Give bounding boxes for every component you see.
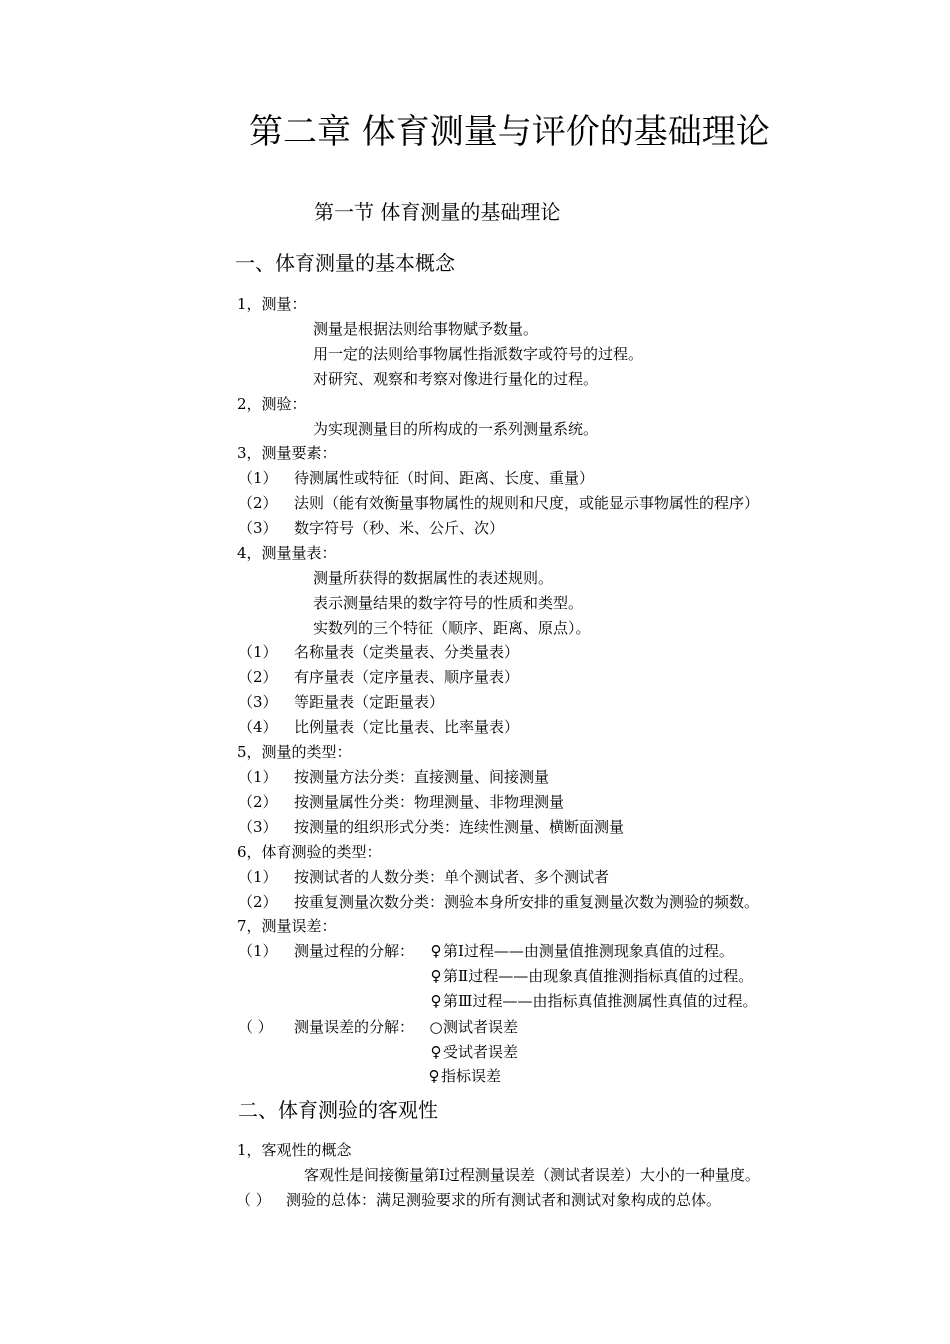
item3-title: 3，测量要素：: [237, 444, 337, 462]
item4-sub: （2） 有序量表（定序量表、顺序量表）: [238, 668, 520, 686]
item3-sub: （2） 法则（能有效衡量事物属性的规则和尺度，或能显示事物属性的程序）: [238, 494, 760, 512]
item7-sub-b: （ ） 测量误差的分解：: [238, 1018, 415, 1036]
part2-heading: 二、体育测验的客观性: [238, 1098, 438, 1122]
section-title: 第一节 体育测量的基础理论: [314, 200, 561, 224]
item7-sub-a: （1） 测量过程的分解：: [238, 942, 415, 960]
item6-sub: （1） 按测试者的人数分类：单个测试者、多个测试者: [238, 868, 610, 886]
item1-line: 测量是根据法则给事物赋予数量。: [313, 320, 539, 338]
p2-item1-title: 1，客观性的概念: [237, 1141, 352, 1159]
item3-sub: （1） 待测属性或特征（时间、距离、长度、重量）: [238, 469, 595, 487]
item5-sub: （2） 按测量属性分类：物理测量、非物理测量: [238, 793, 565, 811]
error-line: ○测试者误差: [429, 1018, 519, 1036]
process-line: ♀ 第Ⅰ过程——由测量值推测现象真值的过程。: [430, 942, 734, 960]
item4-title: 4，测量量表：: [237, 544, 337, 562]
item1-title: 1，测量：: [237, 295, 307, 313]
chapter-title: 第二章 体育测量与评价的基础理论: [249, 112, 770, 152]
item4-sub: （3） 等距量表（定距量表）: [238, 693, 445, 711]
error-line: ♀ 指标误差: [428, 1067, 502, 1085]
p2-item1-line: 客观性是间接衡量第Ⅰ过程测量误差（测试者误差）大小的一种量度。: [304, 1166, 760, 1184]
item6-sub: （2） 按重复测量次数分类：测验本身所安排的重复测量次数为测验的频数。: [238, 893, 760, 911]
item1-line: 用一定的法则给事物属性指派数字或符号的过程。: [313, 345, 644, 363]
process-line: ♀ 第Ⅱ过程——由现象真值推测指标真值的过程。: [430, 967, 754, 985]
item7-title: 7，测量误差：: [237, 917, 337, 935]
female-symbol-icon: ♀: [430, 992, 442, 1010]
item5-title: 5，测量的类型：: [237, 743, 352, 761]
item2-title: 2，测验：: [237, 395, 307, 413]
part1-heading: 一、体育测量的基本概念: [235, 251, 455, 275]
item2-line: 为实现测量目的所构成的一系列测量系统。: [313, 420, 599, 438]
item1-line: 对研究、观察和考察对像进行量化的过程。: [313, 370, 599, 388]
process-line: ♀ 第Ⅲ过程——由指标真值推测属性真值的过程。: [430, 992, 758, 1010]
item5-sub: （1） 按测量方法分类：直接测量、间接测量: [238, 768, 550, 786]
female-symbol-icon: ♀: [430, 967, 442, 985]
circle-symbol-icon: ○: [429, 1018, 443, 1036]
error-line: ♀ 受试者误差: [430, 1043, 519, 1061]
female-symbol-icon: ♀: [430, 1043, 442, 1061]
item4-line: 实数列的三个特征（顺序、距离、原点）。: [313, 619, 591, 637]
item4-sub: （4） 比例量表（定比量表、比率量表）: [238, 718, 520, 736]
item4-sub: （1） 名称量表（定类量表、分类量表）: [238, 643, 520, 661]
item3-sub: （3） 数字符号（秒、米、公斤、次）: [238, 519, 505, 537]
female-symbol-icon: ♀: [428, 1067, 440, 1085]
item5-sub: （3） 按测量的组织形式分类：连续性测量、横断面测量: [238, 818, 625, 836]
item4-line: 测量所获得的数据属性的表述规则。: [313, 569, 554, 587]
item4-line: 表示测量结果的数字符号的性质和类型。: [313, 594, 584, 612]
item6-title: 6，体育测验的类型：: [237, 843, 382, 861]
female-symbol-icon: ♀: [430, 942, 442, 960]
p2-last-line: （ ） 测验的总体：满足测验要求的所有测试者和测试对象构成的总体。: [236, 1191, 722, 1209]
